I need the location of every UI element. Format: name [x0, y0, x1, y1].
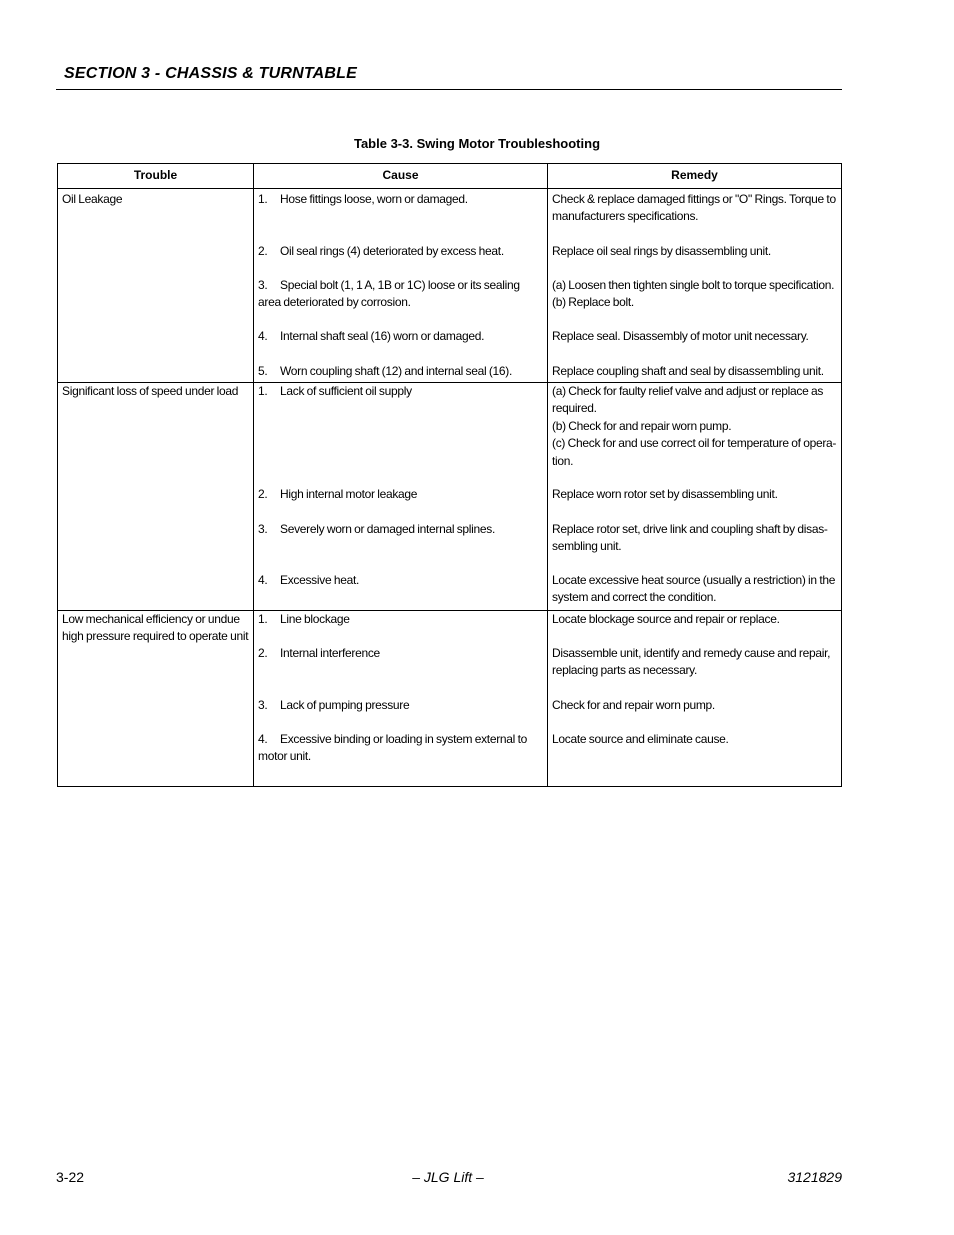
- cause-number: 5.: [258, 364, 268, 378]
- remedy-entry: Locate blockage source and repair or replace.: [552, 612, 780, 626]
- trouble-cell: [58, 189, 254, 383]
- cause-number: 3.: [258, 278, 268, 292]
- cause-entry: [258, 611, 544, 645]
- column-header-cause: Cause: [254, 164, 548, 189]
- cause-number: 4.: [258, 573, 268, 587]
- remedy-entry: Disassemble unit, identify and remedy cause and repair, replacing parts as necessary.: [552, 646, 831, 678]
- remedy-cell: [548, 383, 842, 611]
- remedy-entry: (a) Check for faulty relief valve and adjust or replace as required. (b) Check for and repair worn pump. (c) Check for and use correct oil for temperature of opera-tion.: [552, 384, 837, 468]
- table-row: [58, 189, 842, 383]
- cause-text: Oil seal rings (4) deteriorated by excess heat.: [280, 244, 504, 258]
- cause-text: Excessive binding or loading in system external to motor unit.: [258, 732, 527, 764]
- cause-text: Internal interference: [280, 646, 380, 660]
- cause-text: Severely worn or damaged internal splines.: [280, 522, 496, 536]
- cause-text: Internal shaft seal (16) worn or damaged.: [280, 329, 485, 343]
- cause-entry: [258, 277, 544, 328]
- document-number: 3121829: [787, 1169, 842, 1185]
- remedy-entry: Replace oil seal rings by disassembling unit.: [552, 244, 771, 258]
- troubleshooting-table: [57, 163, 842, 787]
- cause-entry: [258, 383, 544, 486]
- cause-number: 3.: [258, 698, 268, 712]
- cause-text: Lack of sufficient oil supply: [280, 384, 412, 398]
- remedy-entry: Check for and repair worn pump.: [552, 698, 715, 712]
- cause-entry: [258, 572, 544, 589]
- remedy-cell: [548, 189, 842, 383]
- cause-entry: [258, 328, 544, 363]
- cause-number: 2.: [258, 487, 268, 501]
- cause-number: 2.: [258, 646, 268, 660]
- cause-cell: [254, 611, 548, 787]
- column-header-remedy: Remedy: [548, 164, 842, 189]
- remedy-entry: Check & replace damaged fittings or "O" Rings. Torque to manufacturers specifications.: [552, 192, 836, 224]
- trouble-text: Significant loss of speed under load: [62, 384, 239, 398]
- cause-entry: [258, 645, 544, 697]
- cause-entry: [258, 191, 544, 243]
- cause-text: High internal motor leakage: [280, 487, 418, 501]
- header-rule: [56, 89, 842, 90]
- cause-text: Special bolt (1, 1 A, 1B or 1C) loose or its sealing area deteriorated by corrosion.: [258, 278, 520, 310]
- cause-text: Excessive heat.: [280, 573, 360, 587]
- cause-text: Lack of pumping pressure: [280, 698, 410, 712]
- cause-entry: [258, 521, 544, 572]
- trouble-cell: [58, 383, 254, 611]
- cause-entry: [258, 731, 544, 766]
- cause-number: 3.: [258, 522, 268, 536]
- remedy-entry: Replace coupling shaft and seal by disassembling unit.: [552, 364, 824, 378]
- trouble-text: Low mechanical efficiency or undue high pressure required to operate unit: [62, 612, 249, 644]
- cause-cell: [254, 383, 548, 611]
- cause-entry: [258, 486, 544, 521]
- trouble-text: Oil Leakage: [62, 192, 123, 206]
- cause-entry: [258, 697, 544, 731]
- cause-entry: [258, 243, 544, 277]
- remedy-cell: [548, 611, 842, 787]
- cause-text: Worn coupling shaft (12) and internal seal (16).: [280, 364, 513, 378]
- column-header-trouble: Trouble: [58, 164, 254, 189]
- cause-number: 1.: [258, 192, 268, 206]
- footer-brand: – JLG Lift –: [412, 1169, 484, 1185]
- trouble-cell: [58, 611, 254, 787]
- cause-number: 1.: [258, 612, 268, 626]
- cause-number: 4.: [258, 329, 268, 343]
- cause-cell: [254, 189, 548, 383]
- remedy-entry: (a) Loosen then tighten single bolt to torque specification. (b) Replace bolt.: [552, 278, 835, 310]
- cause-number: 1.: [258, 384, 268, 398]
- table-row: [58, 383, 842, 611]
- cause-text: Line blockage: [280, 612, 350, 626]
- remedy-entry: Replace rotor set, drive link and coupling shaft by disas-sembling unit.: [552, 522, 828, 554]
- page-number: 3-22: [56, 1169, 85, 1185]
- table-caption: Table 3-3. Swing Motor Troubleshooting: [353, 136, 601, 151]
- remedy-entry: Locate excessive heat source (usually a restriction) in the system and correct the condition.: [552, 573, 836, 605]
- cause-number: 4.: [258, 732, 268, 746]
- table-header-row: [58, 164, 842, 189]
- cause-number: 2.: [258, 244, 268, 258]
- section-title: SECTION 3 - CHASSIS & TURNTABLE: [64, 65, 358, 82]
- table-row: [58, 611, 842, 787]
- cause-text: Hose fittings loose, worn or damaged.: [280, 192, 468, 206]
- remedy-entry: Replace worn rotor set by disassembling unit.: [552, 487, 778, 501]
- cause-entry: [258, 363, 544, 380]
- remedy-entry: Replace seal. Disassembly of motor unit necessary.: [552, 329, 809, 343]
- remedy-entry: Locate source and eliminate cause.: [552, 732, 729, 746]
